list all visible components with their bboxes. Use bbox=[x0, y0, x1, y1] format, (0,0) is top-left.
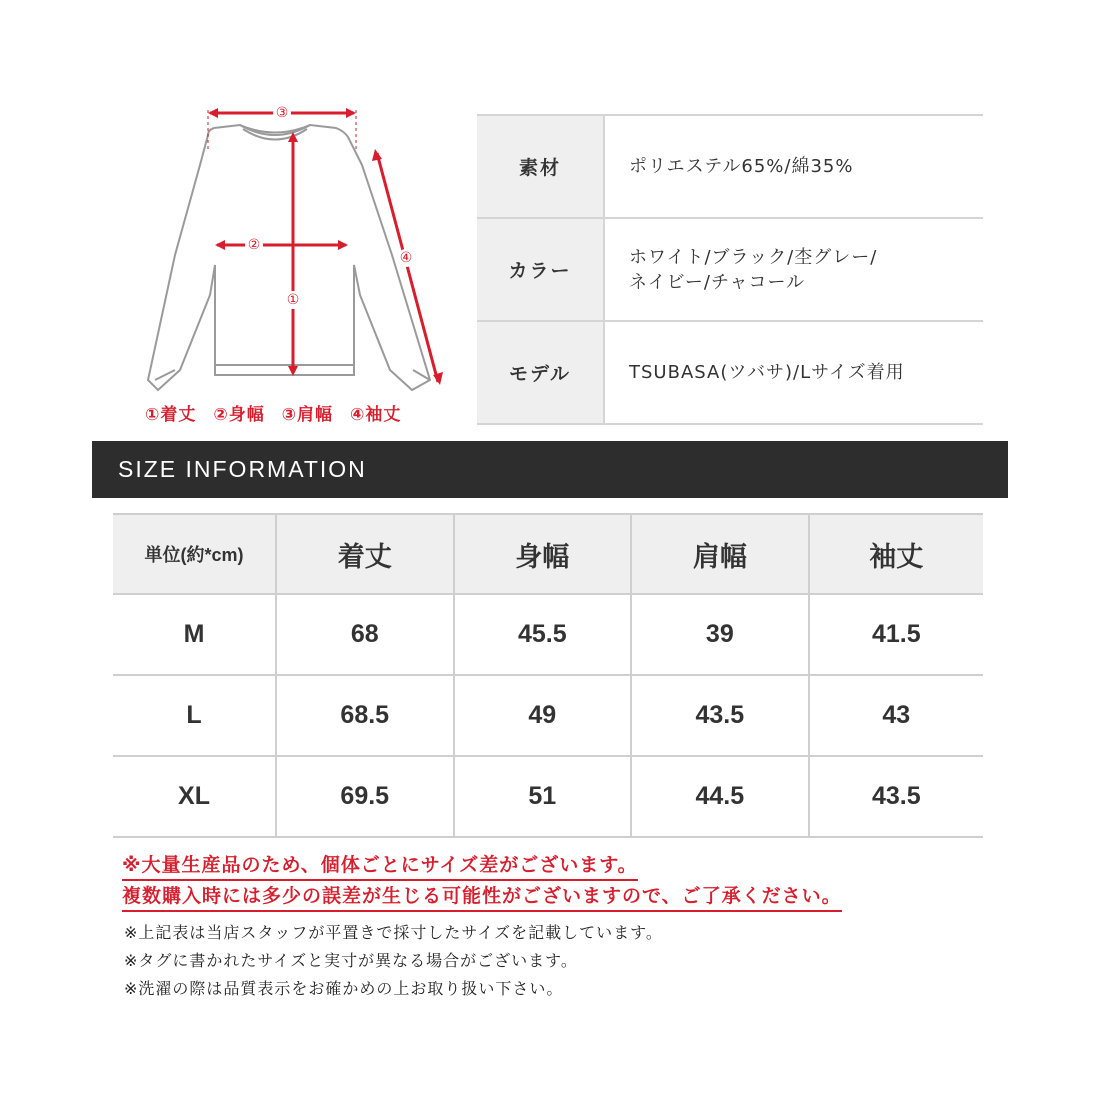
info-note: ※上記表は当店スタッフが平置きで採寸したサイズを記載しています。 bbox=[124, 923, 663, 942]
diagram-legend bbox=[145, 400, 445, 425]
measurement-diagram bbox=[130, 95, 460, 395]
warning-note: ※大量生産品のため、個体ごとにサイズ差がございます。 bbox=[122, 850, 638, 881]
column-header-unit: 単位(約*cm) bbox=[113, 514, 276, 594]
column-header-sleeve-length: 袖丈 bbox=[809, 514, 983, 594]
spec-value: TSUBASA(ツバサ)/Lサイズ着用 bbox=[629, 362, 905, 383]
table-row bbox=[113, 675, 983, 756]
spec-label: 素材 bbox=[477, 116, 605, 217]
size-table-header-row bbox=[113, 514, 983, 594]
legend-item: ①着丈 bbox=[145, 405, 197, 425]
info-note: ※タグに書かれたサイズと実寸が異なる場合がございます。 bbox=[124, 951, 578, 970]
table-row bbox=[113, 756, 983, 837]
spec-row-color bbox=[477, 219, 983, 322]
table-cell: 69.5 bbox=[276, 756, 454, 837]
warning-note: 複数購入時には多少の誤差が生じる可能性がございますので、ご了承ください。 bbox=[122, 881, 842, 912]
legend-item: ④袖丈 bbox=[349, 405, 402, 425]
table-cell: 43.5 bbox=[631, 675, 809, 756]
size-table bbox=[113, 513, 983, 838]
spec-label: モデル bbox=[477, 322, 605, 423]
size-information-header: SIZE INFORMATION bbox=[92, 441, 1008, 498]
table-cell: 43.5 bbox=[809, 756, 983, 837]
column-header-body-width: 身幅 bbox=[454, 514, 632, 594]
table-cell: 45.5 bbox=[454, 594, 632, 675]
table-cell: 44.5 bbox=[631, 756, 809, 837]
spec-table bbox=[477, 114, 983, 425]
spec-row-model bbox=[477, 322, 983, 425]
table-cell: 49 bbox=[454, 675, 632, 756]
legend-item: ③肩幅 bbox=[281, 405, 334, 425]
table-cell: 43 bbox=[809, 675, 983, 756]
info-note: ※洗濯の際は品質表示をお確かめの上お取り扱い下さい。 bbox=[124, 979, 564, 998]
size-cell: M bbox=[113, 594, 276, 675]
spec-value: ホワイト/ブラック/杢グレー/ ネイビー/チャコール bbox=[629, 246, 878, 293]
table-cell: 39 bbox=[631, 594, 809, 675]
table-cell: 41.5 bbox=[809, 594, 983, 675]
legend-item: ②身幅 bbox=[213, 405, 265, 425]
marker-length: ① bbox=[284, 291, 302, 309]
marker-body: ② bbox=[245, 236, 263, 254]
table-cell: 68 bbox=[276, 594, 454, 675]
spec-row-material bbox=[477, 114, 983, 219]
table-cell: 51 bbox=[454, 756, 632, 837]
size-cell: XL bbox=[113, 756, 276, 837]
marker-shoulder: ③ bbox=[273, 104, 291, 122]
size-cell: L bbox=[113, 675, 276, 756]
marker-sleeve: ④ bbox=[397, 249, 415, 267]
sweater-outline bbox=[130, 95, 460, 395]
table-row bbox=[113, 594, 983, 675]
column-header-shoulder-width: 肩幅 bbox=[631, 514, 809, 594]
column-header-length: 着丈 bbox=[276, 514, 454, 594]
spec-label: カラー bbox=[477, 219, 605, 320]
table-cell: 68.5 bbox=[276, 675, 454, 756]
spec-value: ポリエステル65%/綿35% bbox=[629, 156, 854, 177]
